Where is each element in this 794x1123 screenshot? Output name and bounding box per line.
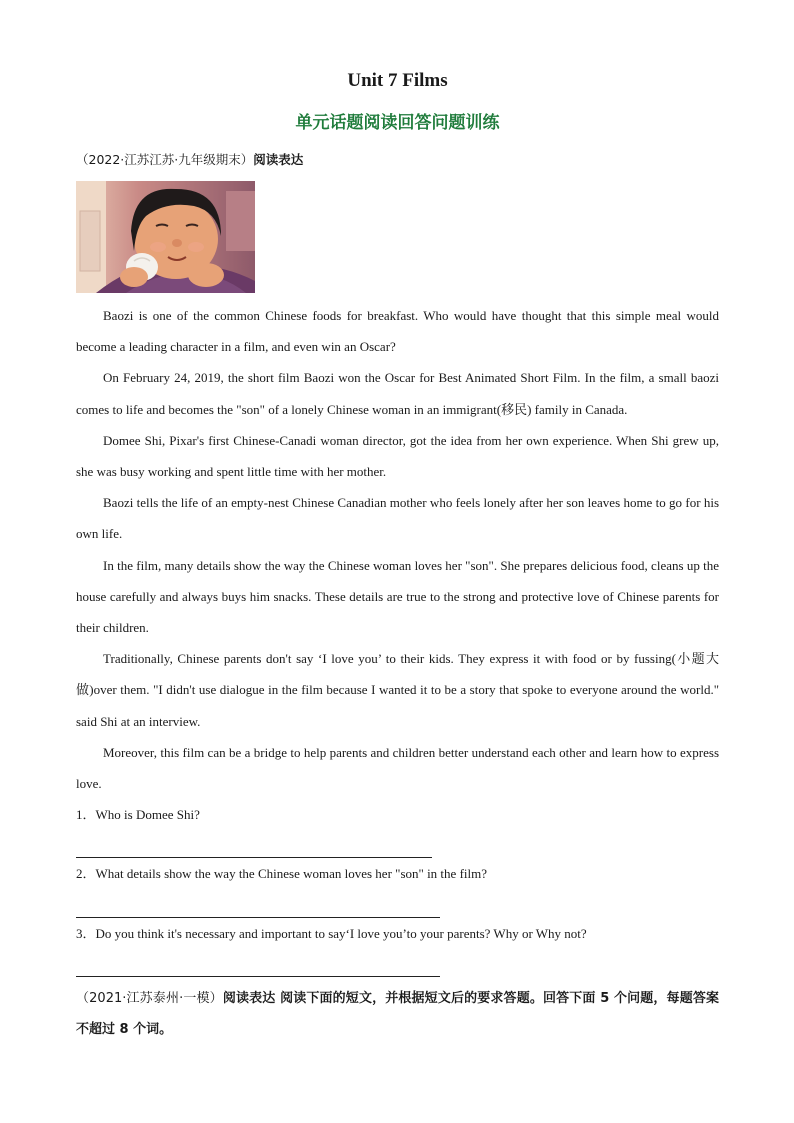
question-1: 1．Who is Domee Shi?	[76, 807, 200, 823]
page-title: Unit 7 Films	[347, 70, 448, 91]
illustration-image	[76, 181, 255, 293]
question-2: 2．What details show the way the Chinese woman loves her "son" in the film?	[76, 866, 487, 882]
source2-origin: （2021·江苏泰州·一模）	[76, 990, 223, 1006]
paragraph: On February 24, 2019, the short film Baozi won the Oscar for Best Animated Short Film. In the film, a small baozi comes to life and becomes the "son" of a lonely Chinese woman in an immigrant(移民) family in Canada.	[76, 370, 719, 417]
source-type: 阅读表达	[253, 152, 304, 167]
page-subtitle: 单元话题阅读回答问题训练	[295, 113, 500, 133]
paragraph: Baozi tells the life of an empty-nest Chinese Canadian mother who feels lonely after her son leaves home to go for his own life.	[76, 495, 719, 542]
paragraph: Domee Shi, Pixar's first Chinese-Canadi woman director, got the idea from her own experience. When Shi grew up, she was busy working and spent little time with her mother.	[76, 432, 719, 480]
answer-line-3[interactable]	[76, 949, 440, 977]
next-section-header	[76, 983, 719, 1045]
paragraph: Traditionally, Chinese parents don't say ‘I love you’ to their kids. They express it with food or by fussing(小题大做)over them. "I didn't use dialogue in the film because I wanted it to be a story that spoke to everyone around the world." said Shi at an interview.	[76, 651, 719, 729]
paragraph: In the film, many details show the way the Chinese woman loves her "son". She prepares delicious food, cleans up the house carefully and always buys him snacks. These details are true to the strong and protective love of Chinese parents for their children.	[76, 557, 719, 636]
paragraph: Baozi is one of the common Chinese foods for breakfast. Who would have thought that this simple meal would become a leading character in a film, and even win an Oscar?	[76, 308, 719, 355]
source-line	[76, 150, 303, 170]
question-3: 3．Do you think it's necessary and important to say‘I love you’to your parents? Why or Why not?	[76, 925, 587, 941]
article-body	[76, 300, 719, 1045]
answer-line-1[interactable]	[76, 830, 432, 858]
paragraph: Moreover, this film can be a bridge to help parents and children better understand each other and learn how to express love.	[76, 744, 719, 792]
film-illustration	[76, 181, 255, 293]
source2-text: 阅读表达 阅读下面的短文，并根据短文后的要求答题。回答下面 5 个问题，每题答案不超过 8 个词。	[76, 990, 719, 1038]
source-origin: （2022·江苏江苏·九年级期末）	[76, 152, 254, 167]
answer-line-2[interactable]	[76, 890, 440, 918]
